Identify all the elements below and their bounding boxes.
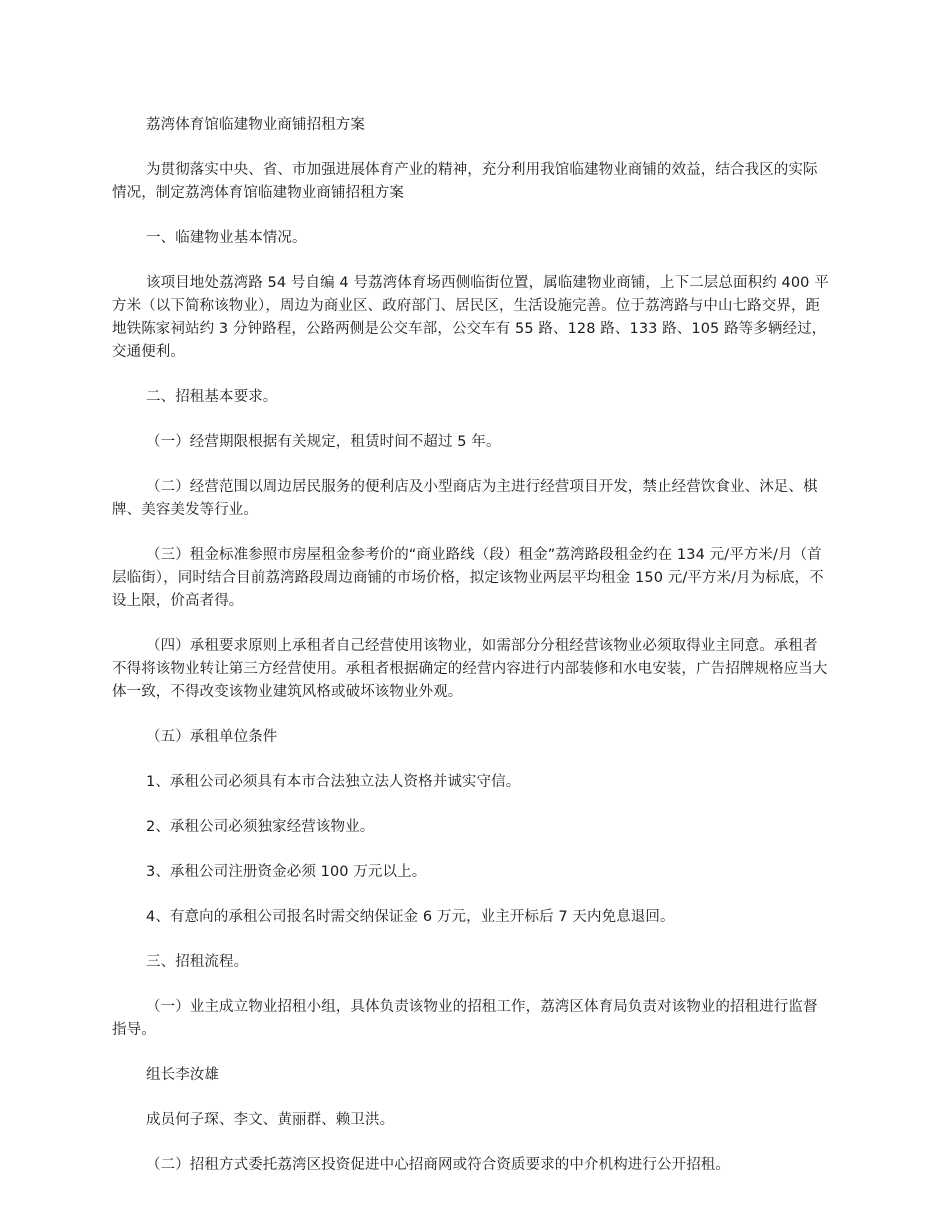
- condition-2: 2、承租公司必须独家经营该物业。: [146, 819, 375, 835]
- requirement-1: （一）经营期限根据有关规定，租赁时间不超过 5 年。: [146, 434, 501, 450]
- paragraph-intro: 为贯彻落实中央、省、市加强进展体育产业的精神，充分利用我馆临建物业商铺的效益，结合我区的实际情况，制定荔湾体育馆临建物业商铺招租方案: [112, 162, 818, 201]
- requirement-2: （二）经营范围以周边居民服务的便利店及小型商店为主进行经营项目开发，禁止经营饮食业、沐足、棋牌、美容美发等行业。: [112, 479, 818, 518]
- section-heading-3: 三、招租流程。: [146, 954, 249, 970]
- team-members: 成员何子琛、李文、黄丽群、赖卫洪。: [146, 1112, 395, 1128]
- requirement-4: （四）承租要求原则上承租者自己经营使用该物业，如需部分分租经营该物业必须取得业主同意。承租者不得将该物业转让第三方经营使用。承租者根据确定的经营内容进行内部装修和水电安装，广告招牌规格应当大体一致，不得改变该物业建筑风格或破坏该物业外观。: [112, 638, 828, 700]
- team-leader: 组长李汝雄: [146, 1067, 219, 1083]
- section-heading-2: 二、招租基本要求。: [146, 389, 278, 405]
- condition-1: 1、承租公司必须具有本市合法独立法人资格并诚实守信。: [146, 774, 521, 790]
- condition-3: 3、承租公司注册资金必须 100 万元以上。: [146, 864, 427, 880]
- requirement-5-heading: （五）承租单位条件: [146, 729, 278, 745]
- section-heading-1: 一、临建物业基本情况。: [146, 230, 307, 246]
- condition-4: 4、有意向的承租公司报名时需交纳保证金 6 万元，业主开标后 7 天内免息退回。: [146, 909, 675, 925]
- document-body: [112, 114, 832, 1199]
- process-1: （一）业主成立物业招租小组，具体负责该物业的招租工作，荔湾区体育局负责对该物业的招租进行监督指导。: [112, 999, 818, 1038]
- requirement-3: （三）租金标准参照市房屋租金参考价的“商业路线（段）租金”荔湾路段租金约在 134 元/平方米/月（首层临街），同时结合目前荔湾路段周边商铺的市场价格，拟定该物业两层平均租金 150 元/平方米/月为标底，不设上限，价高者得。: [112, 547, 824, 609]
- process-2: （二）招租方式委托荔湾区投资促进中心招商网或符合资质要求的中介机构进行公开招租。: [146, 1157, 730, 1173]
- document-title: 荔湾体育馆临建物业商铺招租方案: [146, 117, 365, 133]
- paragraph-property-description: 该项目地处荔湾路 54 号自编 4 号荔湾体育场西侧临街位置，属临建物业商铺，上下二层总面积约 400 平方米（以下简称该物业），周边为商业区、政府部门、居民区，生活设施完善。位于荔湾路与中山七路交界，距地铁陈家祠站约 3 分钟路程，公路两侧是公交车部，公交车有 55 路、128 路、133 路、105 路等多辆经过，交通便利。: [112, 275, 829, 360]
